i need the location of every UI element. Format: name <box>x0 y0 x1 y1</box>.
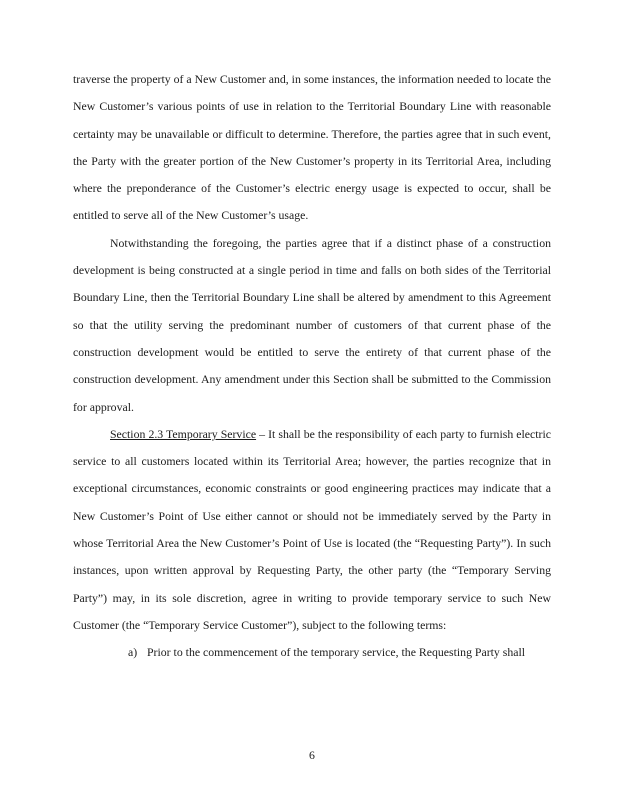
paragraph-section-2-3 <box>73 421 551 639</box>
list-item-a-text: Prior to the commencement of the temporary service, the Requesting Party shall <box>147 645 526 660</box>
section-2-3-heading: Section 2.3 Temporary Service <box>110 426 257 441</box>
page-number: 6 <box>309 748 315 762</box>
list-item-a-marker: a) <box>128 645 138 660</box>
section-2-3-body: – It shall be the responsibility of each party to furnish electric service to all customers located within its Territorial Area; however, the parties recognize that in exceptional circumstances, economic constraints or good engineering practices may indicate that a New Customer’s Point of Use either cannot or should not be immediately served by the Party in whose Territorial Area the New Customer’s Point of Use is located (the “Requesting Party”). In such instances, upon written approval by Requesting Party, the other party (the “Temporary Serving Party”) may, in its sole discretion, agree in writing to provide temporary service to such New Customer (the “Temporary Service Customer”), subject to the following terms: <box>73 426 551 632</box>
paragraph-notwithstanding: Notwithstanding the foregoing, the parties agree that if a distinct phase of a construction development is being constructed at a single period in time and falls on both sides of the Territorial Boundary Line, then the Territorial Boundary Line shall be altered by amendment to this Agreement so that the utility serving the predominant number of customers of that current phase of the construction development would be entitled to serve the entirety of that current phase of the construction development. Any amendment under this Section shall be submitted to the Commission for approval. <box>73 235 551 414</box>
paragraph-continuation: traverse the property of a New Customer and, in some instances, the information needed to locate the New Customer’s various points of use in relation to the Territorial Boundary Line with reasonable certainty may be unavailable or difficult to determine. Therefore, the parties agree that in such event, the Party with the greater portion of the New Customer’s property in its Territorial Area, including where the preponderance of the Customer’s electric energy usage is expected to occur, shall be entitled to serve all of the New Customer’s usage. <box>73 72 551 223</box>
page-body-text <box>73 66 551 667</box>
list-item-a <box>73 639 551 666</box>
